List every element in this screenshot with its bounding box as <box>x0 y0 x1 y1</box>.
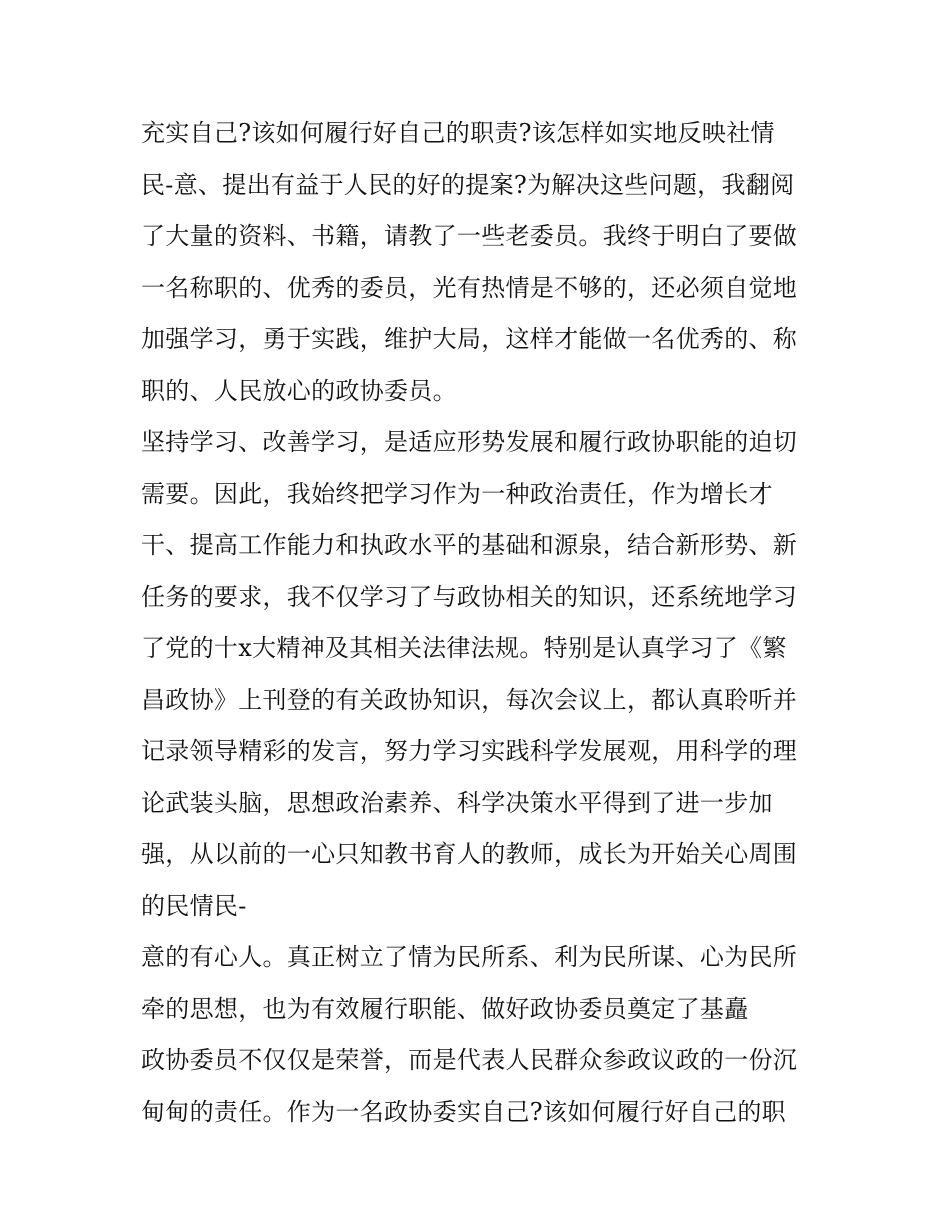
text-line-19: 政协委员不仅仅是荣誉，而是代表人民群众参政议政的一份沉 <box>141 1046 798 1074</box>
text-line-8: 需要。因此，我始终把学习作为一种政治责任，作为增长才 <box>141 479 773 508</box>
text-line-3: 了大量的资料、书籍，请教了一些老委员。我终于明白了要做 <box>141 222 798 250</box>
text-line-15: 强，从以前的一心只知教书育人的教师，成长为开始关心周围 <box>141 840 798 868</box>
text-line-10: 任务的要求，我不仅学习了与政协相关的知识，还系统地学习 <box>141 582 798 611</box>
text-line-5: 加强学习，勇于实践，维护大局，这样才能做一名优秀的、称 <box>141 325 798 353</box>
text-line-20: 甸甸的责任。作为一名政协委实自己?该如何履行好自己的职 <box>141 1097 786 1126</box>
text-line-9: 干、提高工作能力和执政水平的基础和源泉，结合新形势、新 <box>141 531 798 559</box>
text-line-2: 民-意、提出有益于人民的好的提案?为解决这些问题，我翻阅 <box>141 170 795 199</box>
text-line-18: 牵的思想，也为有效履行职能、做好政协委员奠定了基矗 <box>141 994 749 1023</box>
text-line-12: 昌政协》上刊登的有关政协知识，每次会议上，都认真聆听并 <box>141 685 798 714</box>
text-line-11: 了党的十x大精神及其相关法律法规。特别是认真学习了《繁 <box>141 634 787 662</box>
text-line-4: 一名称职的、优秀的委员，光有热情是不够的，还必须自觉地 <box>141 273 798 302</box>
text-line-7: 坚持学习、改善学习，是适应形势发展和履行政协职能的迫切 <box>141 428 798 456</box>
text-line-17: 意的有心人。真正树立了情为民所系、利为民所谋、心为民所 <box>141 943 798 971</box>
text-line-14: 论武装头脑，思想政治素养、科学决策水平得到了进一步加 <box>141 788 773 817</box>
document-body <box>141 108 831 1138</box>
text-line-1: 充实自己?该如何履行好自己的职责?该怎样如实地反映社情 <box>141 119 775 147</box>
text-line-13: 记录领导精彩的发言，努力学习实践科学发展观，用科学的理 <box>141 737 798 765</box>
text-line-6: 职的、人民放心的政协委员。 <box>141 376 457 405</box>
text-line-16: 的民情民- <box>141 891 247 920</box>
